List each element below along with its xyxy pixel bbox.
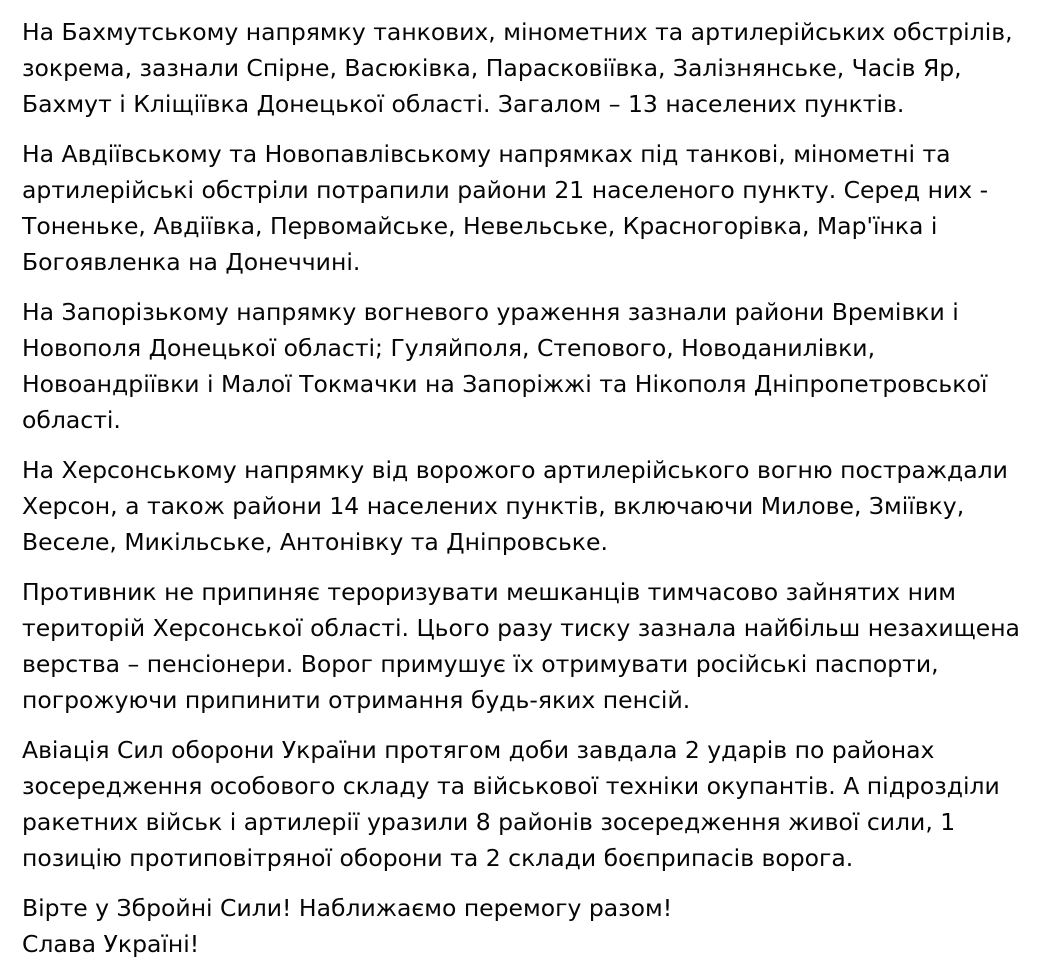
text-line: На Херсонському напрямку від ворожого артилерійського вогню постраждали [22, 456, 1008, 484]
text-line: Вірте у Збройні Сили! Наближаємо перемогу разом! [22, 894, 673, 922]
text-line: Новоандріївки і Малої Токмачки на Запоріжжі та Нікополя Дніпропетровської [22, 370, 988, 398]
text-line: області. [22, 406, 121, 434]
paragraph-occupied-territories [22, 574, 1035, 718]
text-line: Бахмут і Кліщіївка Донецької області. Загалом – 13 населених пунктів. [22, 90, 905, 118]
paragraph-bakhmut [22, 14, 1035, 122]
text-line: Новополя Донецької області; Гуляйполя, Степового, Новоданилівки, [22, 334, 876, 362]
text-line: Богоявленка на Донеччині. [22, 248, 361, 276]
text-line: зосередження особового складу та військової техніки окупантів. А підрозділи [22, 772, 1000, 800]
text-line: На Авдіївському та Новопавлівському напрямках під танкові, мінометні та [22, 140, 951, 168]
text-line: На Бахмутському напрямку танкових, мінометних та артилерійських обстрілів, [22, 18, 1013, 46]
text-line: Слава Україні! [22, 930, 200, 958]
text-line: верства – пенсіонери. Ворог примушує їх отримувати російські паспорти, [22, 650, 939, 678]
text-line: артилерійські обстріли потрапили райони 21 населеного пункту. Серед них - [22, 176, 989, 204]
text-line: Тоненьке, Авдіївка, Первомайське, Невельське, Красногорівка, Мар'їнка і [22, 212, 938, 240]
paragraph-avdiivka [22, 136, 1035, 280]
paragraph-kherson [22, 452, 1035, 560]
text-line: Авіація Сил оборони України протягом доби завдала 2 ударів по районах [22, 736, 935, 764]
text-line: Веселе, Микільське, Антонівку та Дніпровське. [22, 528, 608, 556]
text-line: Противник не припиняє тероризувати мешканців тимчасово зайнятих ним [22, 578, 956, 606]
paragraph-closing [22, 890, 1035, 962]
text-line: ракетних військ і артилерії уразили 8 районів зосередження живої сили, 1 [22, 808, 956, 836]
paragraph-zaporizhzhia [22, 294, 1035, 438]
text-line: погрожуючи припинити отримання будь-яких пенсій. [22, 686, 691, 714]
text-line: позицію протиповітряної оборони та 2 склади боєприпасів ворога. [22, 844, 854, 872]
text-line: Херсон, а також райони 14 населених пунктів, включаючи Милове, Зміївку, [22, 492, 965, 520]
paragraph-aviation [22, 732, 1035, 876]
text-line: зокрема, зазнали Спірне, Васюківка, Парасковіївка, Залізнянське, Часів Яр, [22, 54, 962, 82]
text-line: На Запорізькому напрямку вогневого ураження зазнали райони Времівки і [22, 298, 959, 326]
text-line: територій Херсонської області. Цього разу тиску зазнала найбільш незахищена [22, 614, 1020, 642]
